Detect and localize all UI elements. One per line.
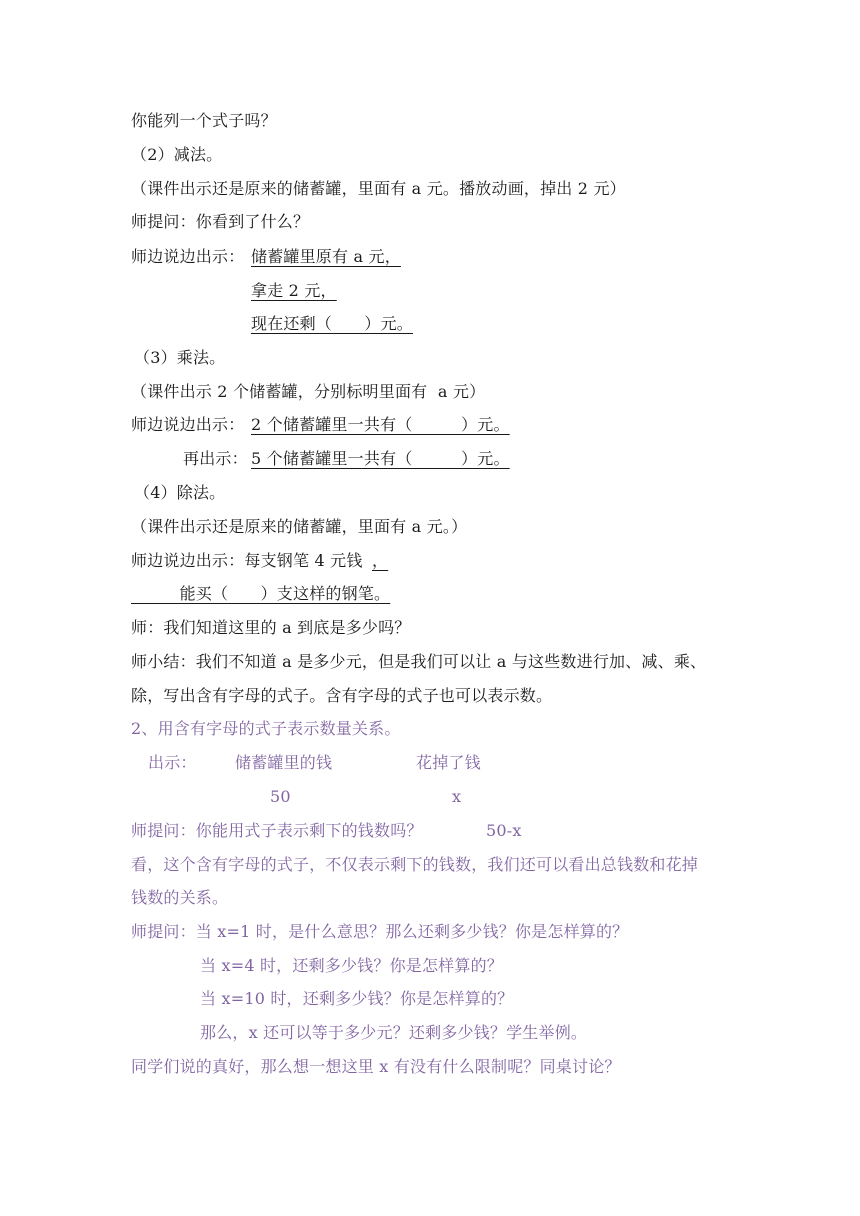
expression-question: 师提问：你能用式子表示剩下的钱数吗？ — [131, 821, 423, 840]
subtraction-prompt-2-line — [0, 276, 337, 306]
expression-answer: 50-x — [486, 821, 522, 840]
teacher-summary-2: 除，写出含有字母的式子。含有字母的式子也可以表示数。 — [131, 686, 553, 705]
expression-question-line — [0, 816, 522, 846]
subtraction-prompt-3: 现在还剩（ ）元。 — [251, 314, 414, 333]
division-heading-line — [0, 478, 226, 508]
x-question-4: 那么，x 还可以等于多少元？还剩多少钱？学生举例。 — [200, 1023, 588, 1042]
section-2-heading: 2、用含有字母的式子表示数量关系。 — [131, 719, 401, 738]
teacher-question-line — [0, 207, 310, 237]
x-question-1: 师提问：当 x=1 时，是什么意思？那么还剩多少钱？你是怎样算的？ — [131, 922, 629, 941]
intro-question-text: 你能列一个式子吗？ — [131, 111, 277, 130]
teacher-show-label: 师边说边出示： — [131, 247, 245, 266]
division-prompt-1: 师边说边出示：每支钢笔 4 元钱 — [131, 551, 363, 570]
division-note: （课件出示还是原来的储蓄罐，里面有 a 元。） — [131, 517, 468, 536]
closing-question: 同学们说的真好，那么想一想这里 x 有没有什么限制呢？同桌讨论？ — [131, 1057, 621, 1076]
teacher-summary-1: 师小结：我们不知道 a 是多少元，但是我们可以让 a 与这些数进行加、减、乘、 — [131, 652, 707, 671]
multiplication-show-line — [0, 410, 510, 440]
teacher-summary-line-2 — [0, 681, 553, 711]
multiplication-note-line — [0, 377, 486, 407]
division-prompt-2: 能买（ ）支这样的钢笔。 — [131, 584, 391, 603]
subtraction-prompt-3-line — [0, 309, 414, 339]
subtraction-note: （课件出示还是原来的储蓄罐，里面有 a 元。播放动画，掉出 2 元） — [131, 179, 626, 198]
intro-question-line — [0, 106, 277, 136]
show-values-line — [0, 782, 462, 812]
show-label: 出示： — [148, 753, 197, 772]
multiplication-show-again-line — [0, 444, 510, 474]
money-spent-label: 花掉了钱 — [416, 753, 481, 772]
teacher-question: 师提问：你看到了什么？ — [131, 212, 310, 231]
subtraction-heading: （2）减法。 — [131, 145, 223, 164]
teacher-show-label-2: 师边说边出示： — [131, 415, 245, 434]
x-question-3: 当 x=10 时，还剩多少钱？你是怎样算的？ — [200, 989, 514, 1008]
money-spent-value: x — [452, 787, 462, 806]
x-question-line-2 — [0, 951, 503, 981]
teacher-summary-line-1 — [0, 647, 707, 677]
multiplication-prompt-1: 2 个储蓄罐里一共有（ ）元。 — [251, 415, 510, 434]
division-show-line — [0, 546, 389, 576]
multiplication-heading-line — [0, 343, 226, 373]
show-again-label: 再出示： — [183, 449, 248, 468]
subtraction-prompt-1: 储蓄罐里原有 a 元， — [251, 247, 401, 266]
teacher-ask: 师：我们知道这里的 a 到底是多少吗？ — [131, 618, 411, 637]
multiplication-heading: （3）乘法。 — [134, 348, 226, 367]
x-question-2: 当 x=4 时，还剩多少钱？你是怎样算的？ — [200, 956, 503, 975]
division-note-line — [0, 512, 468, 542]
division-prompt-2-line — [0, 579, 391, 609]
x-question-line-1 — [0, 917, 629, 947]
closing-question-line — [0, 1052, 621, 1082]
x-question-line-4 — [0, 1018, 588, 1048]
explanation-1: 看，这个含有字母的式子，不仅表示剩下的钱数，我们还可以看出总钱数和花掉 — [131, 855, 699, 874]
subtraction-heading-line — [0, 140, 223, 170]
piggy-bank-money-value: 50 — [270, 787, 291, 806]
piggy-bank-money-label: 储蓄罐里的钱 — [235, 753, 333, 772]
multiplication-note: （课件出示 2 个储蓄罐，分别标明里面有 a 元） — [131, 382, 486, 401]
explanation-line-1 — [0, 850, 699, 880]
section-2-heading-line — [0, 714, 401, 744]
explanation-line-2 — [0, 883, 229, 913]
multiplication-prompt-2: 5 个储蓄罐里一共有（ ）元。 — [251, 449, 510, 468]
subtraction-prompt-2: 拿走 2 元， — [251, 281, 337, 300]
division-heading: （4）除法。 — [134, 483, 226, 502]
subtraction-show-line — [0, 242, 401, 272]
x-question-line-3 — [0, 984, 514, 1014]
division-prompt-1-comma: ， — [372, 551, 389, 570]
explanation-2: 钱数的关系。 — [131, 888, 229, 907]
subtraction-note-line — [0, 174, 626, 204]
show-labels-line — [0, 748, 481, 778]
teacher-ask-line — [0, 613, 411, 643]
